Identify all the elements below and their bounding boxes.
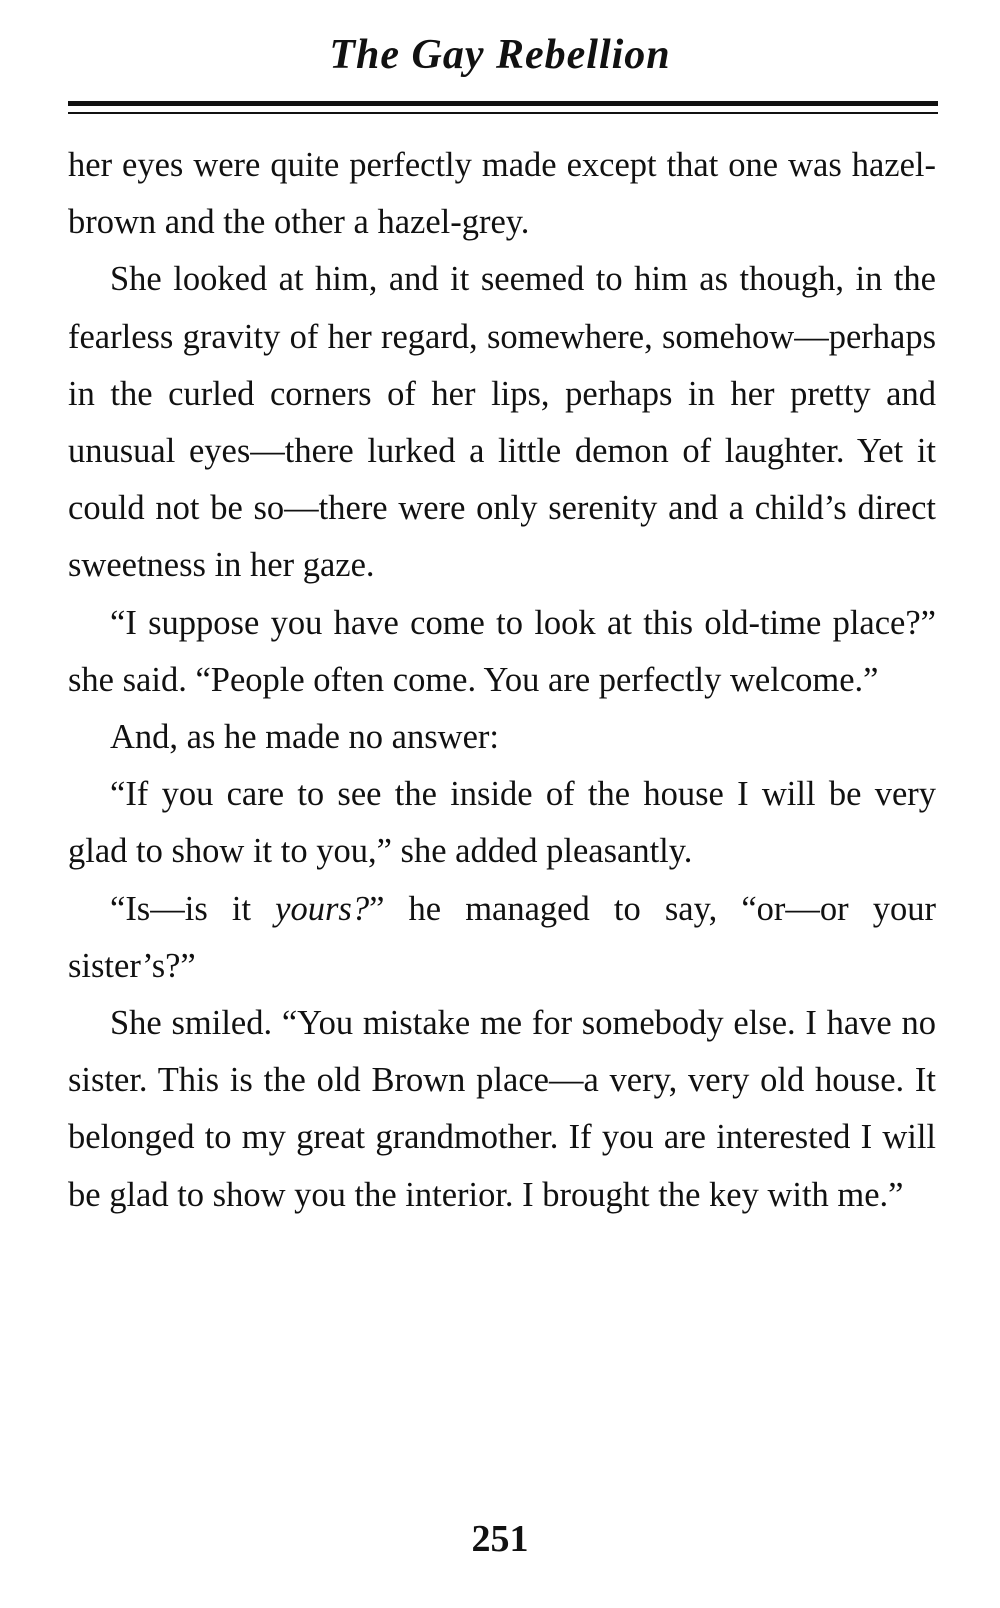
emphasis-text: yours?: [275, 889, 370, 928]
paragraph: She looked at him, and it seemed to him as though, in the fearless gravity of her regard, somewhere, somehow—perhaps in the curled corners of her lips, perhaps in her pretty and unusual eyes—there lurked a little demon of laughter. Yet it could not be so—there were only serenity and a child’s direct sweetness in her gaze.: [68, 260, 936, 585]
page-number: 251: [471, 1518, 529, 1560]
paragraph: “If you care to see the inside of the house I will be very glad to show it to you,” she added pleasantly.: [68, 775, 936, 871]
paragraph: She smiled. “You mistake me for somebody else. I have no sister. This is the old Brown place—a very, very old house. It belonged to my great grandmother. If you are interested I will be glad to show you the interior. I brought the key with me.”: [68, 1004, 936, 1214]
running-title: The Gay Rebellion: [329, 32, 671, 78]
paragraph-continued: her eyes were quite perfectly made except that one was hazel-brown and the other a hazel-grey.: [68, 146, 936, 242]
paragraph-segment: “Is—is it: [110, 889, 276, 928]
paragraph-segment: ” he managed to say, “or—or your sister’s?”: [68, 889, 936, 985]
header-rule-thick: [68, 101, 938, 106]
paragraph: [68, 881, 936, 995]
body-text: [68, 137, 936, 1224]
header-rule-thin: [68, 112, 938, 114]
paragraph: “I suppose you have come to look at this old-time place?” she said. “People often come. You are perfectly welcome.”: [68, 603, 936, 699]
paragraph: And, as he made no answer:: [110, 718, 499, 757]
